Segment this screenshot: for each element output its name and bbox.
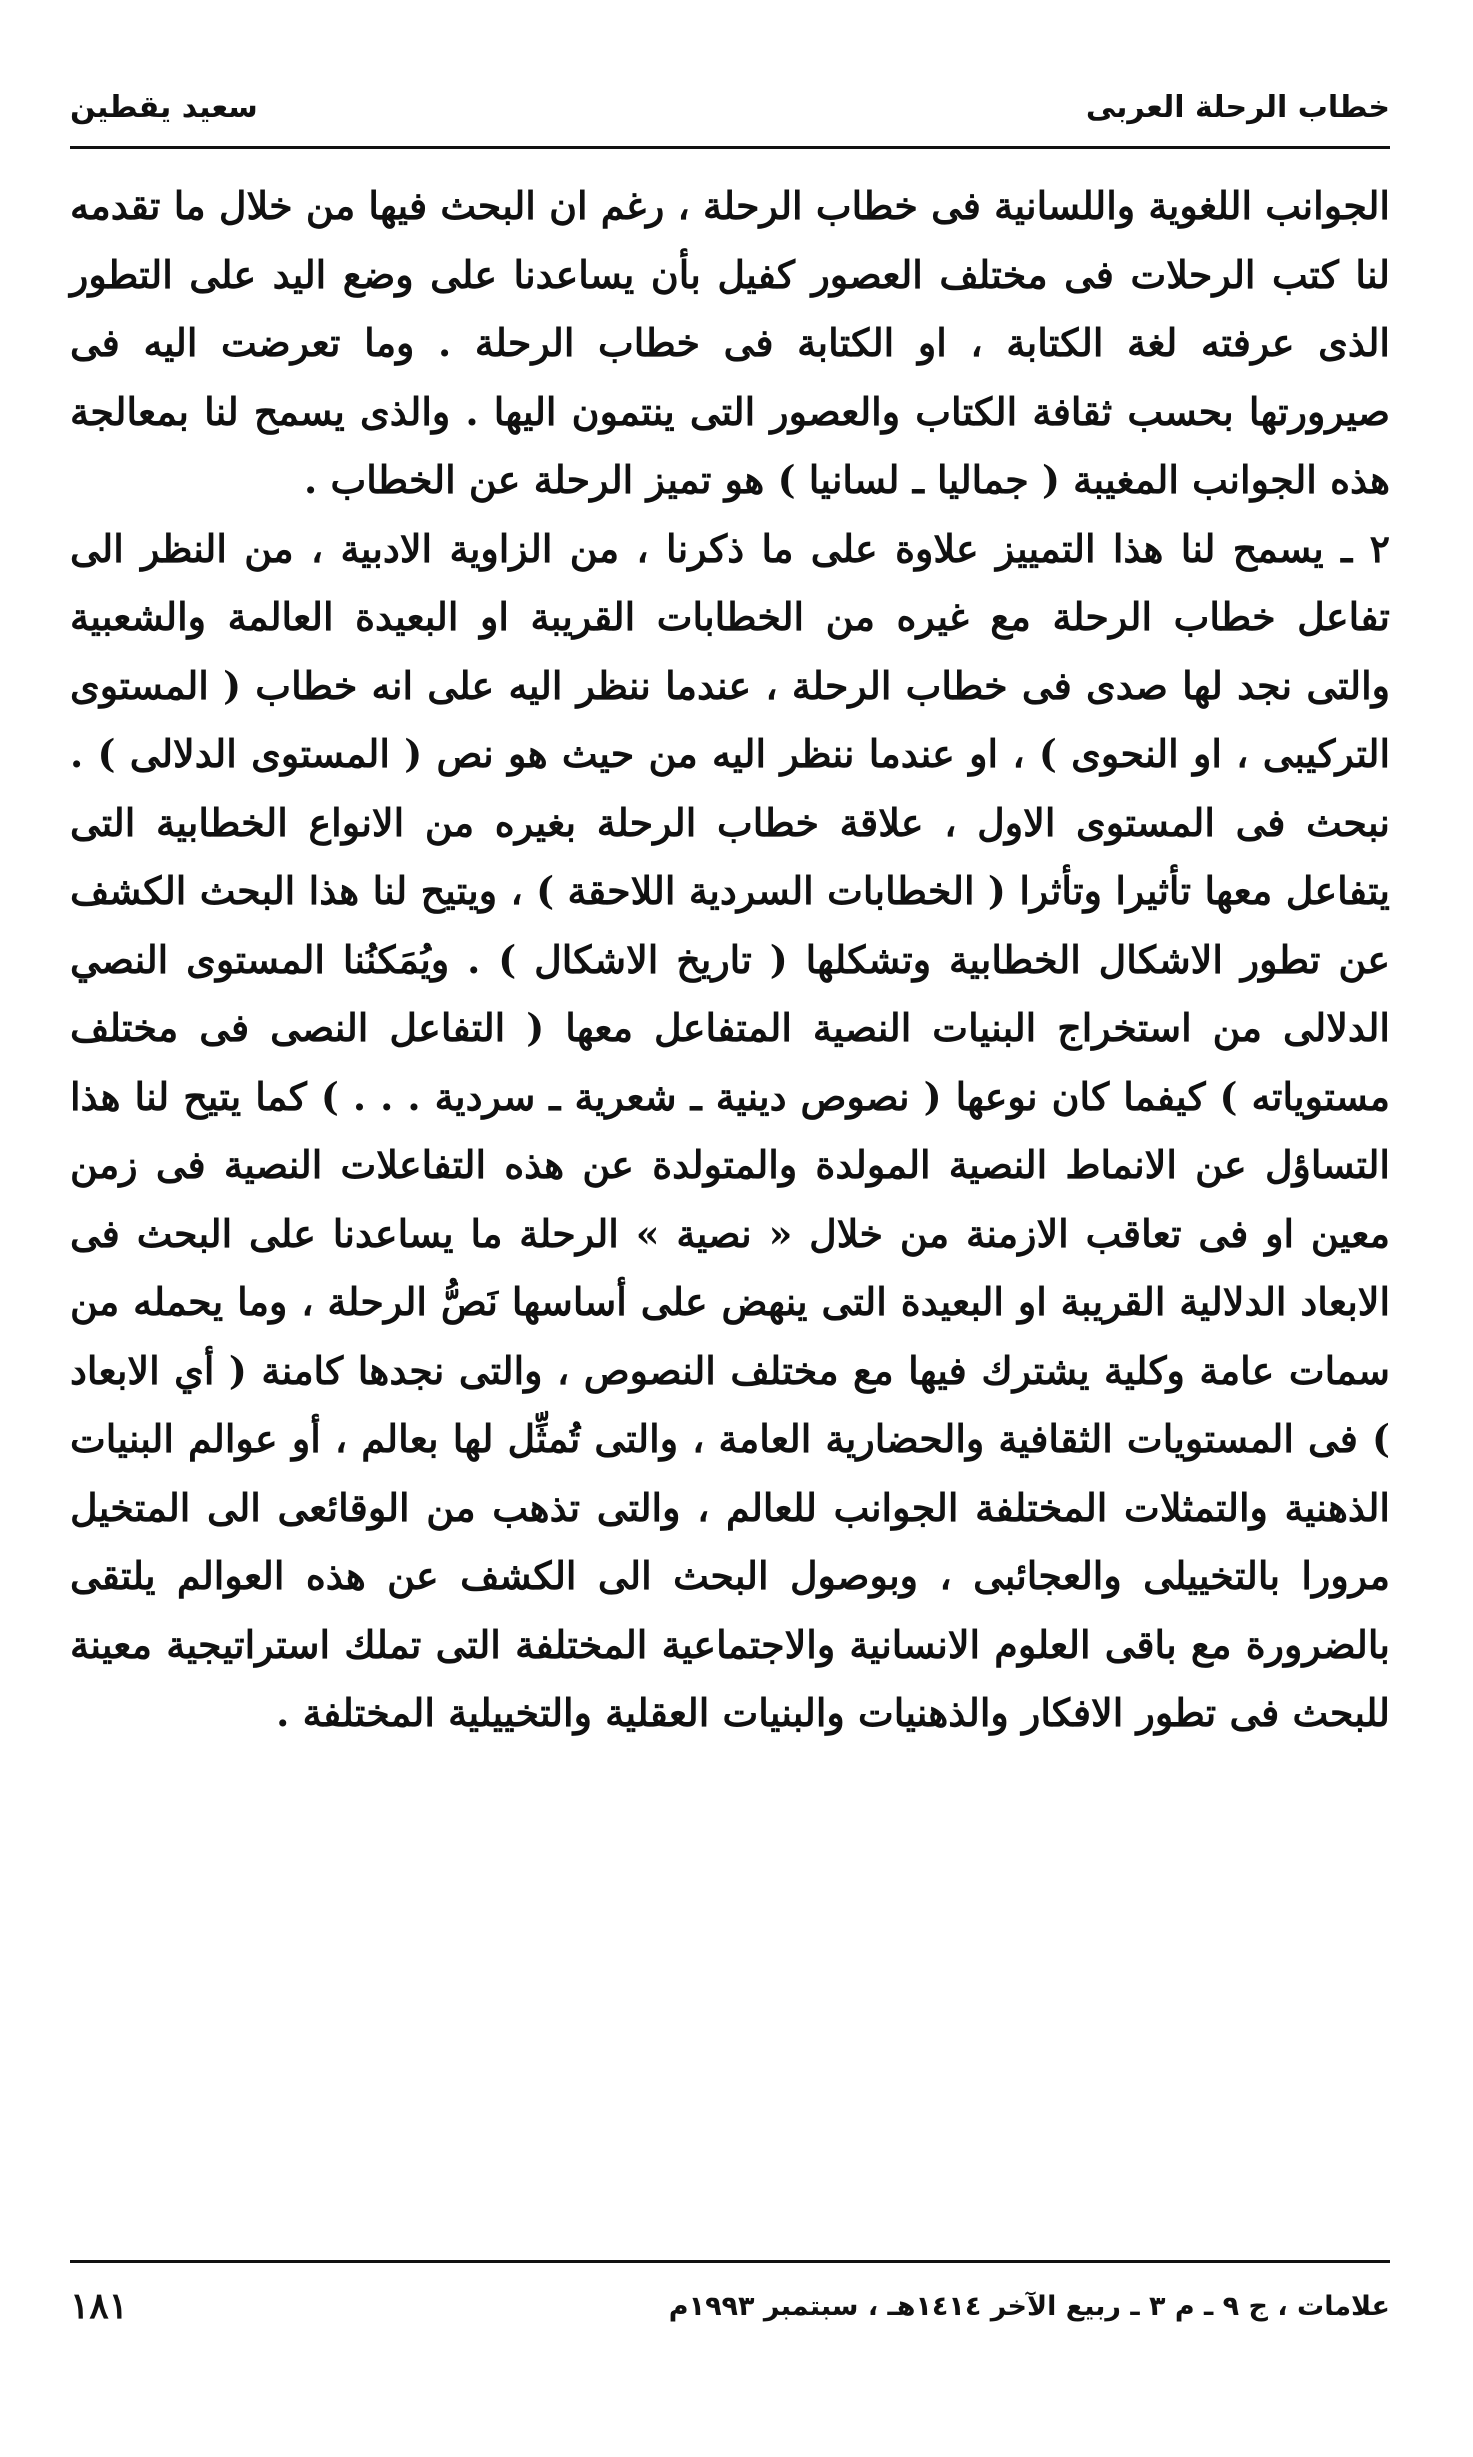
journal-issue-info: علامات ، ج ٩ ـ م ٣ ـ ربيع الآخر ١٤١٤هـ ، سبتمبر ١٩٩٣م: [668, 2290, 1390, 2322]
author-name: سعيد يقطين: [70, 89, 258, 125]
page-number: ١٨١: [70, 2285, 129, 2327]
paragraph-2: ٢ ـ يسمح لنا هذا التمييز علاوة على ما ذكرنا ، من الزاوية الادبية ، من النظر الى تفاعل خطاب الرحلة مع غيره من الخطابات القريبة او البعيدة العالمة والشعبية والتى نجد لها صدى فى خطاب الرحلة ، عندما ننظر اليه على انه خطاب ( المستوى التركيبى ، او النحوى ) ، او عندما ننظر اليه من حيث هو نص ( المستوى الدلالى ) . نبحث فى المستوى الاول ، علاقة خطاب الرحلة بغيره من الانواع الخطابية التى يتفاعل معها تأثيرا وتأثرا ( الخطابات السردية اللاحقة ) ، ويتيح لنا هذا البحث الكشف عن تطور الاشكال الخطابية وتشكلها ( تاريخ الاشكال ) . ويُمَكنُنا المستوى النصي الدلالى من استخراج البنيات النصية المتفاعل معها ( التفاعل النصى فى مختلف مستوياته ) كيفما كان نوعها ( نصوص دينية ـ شعرية ـ سردية . . . ) كما يتيح لنا هذا التساؤل عن الانماط النصية المولدة والمتولدة عن هذه التفاعلات النصية فى زمن معين او فى تعاقب الازمنة من خلال « نصية » الرحلة ما يساعدنا على البحث فى الابعاد الدلالية القريبة او البعيدة التى ينهض على أساسها نَصُّ الرحلة ، وما يحمله من سمات عامة وكلية يشترك فيها مع مختلف النصوص ، والتى نجدها كامنة ( أي الابعاد ) فى المستويات الثقافية والحضارية العامة ، والتى تُمثِّل لها بعالم ، أو عوالم البنيات الذهنية والتمثلات المختلفة الجوانب للعالم ، والتى تذهب من الوقائعى الى المتخيل مرورا بالتخييلى والعجائبى ، وبوصول البحث الى الكشف عن هذه العوالم يلتقى بالضرورة مع باقى العلوم الانسانية والاجتماعية المختلفة التى تملك استراتيجية معينة للبحث فى تطور الافكار والذهنيات والبنيات العقلية والتخييلية المختلفة .: [70, 525, 1390, 1735]
footer-divider: [70, 2260, 1390, 2263]
header-divider: [70, 146, 1390, 149]
journal-title: خطاب الرحلة العربى: [1085, 89, 1390, 125]
running-header: [70, 80, 1390, 134]
running-footer: [70, 2276, 1390, 2336]
document-page: [70, 60, 1390, 2390]
paragraph-1: الجوانب اللغوية واللسانية فى خطاب الرحلة ، رغم ان البحث فيها من خلال ما تقدمه لنا كتب الرحلات فى مختلف العصور كفيل بأن يساعدنا على وضع اليد على التطور الذى عرفته لغة الكتابة ، او الكتابة فى خطاب الرحلة . وما تعرضت اليه فى صيرورتها بحسب ثقافة الكتاب والعصور التى ينتمون اليها . والذى يسمح لنا بمعالجة هذه الجوانب المغيبة ( جماليا ـ لسانيا ) هو تميز الرحلة عن الخطاب .: [70, 183, 1390, 502]
article-body: [70, 172, 1390, 1748]
